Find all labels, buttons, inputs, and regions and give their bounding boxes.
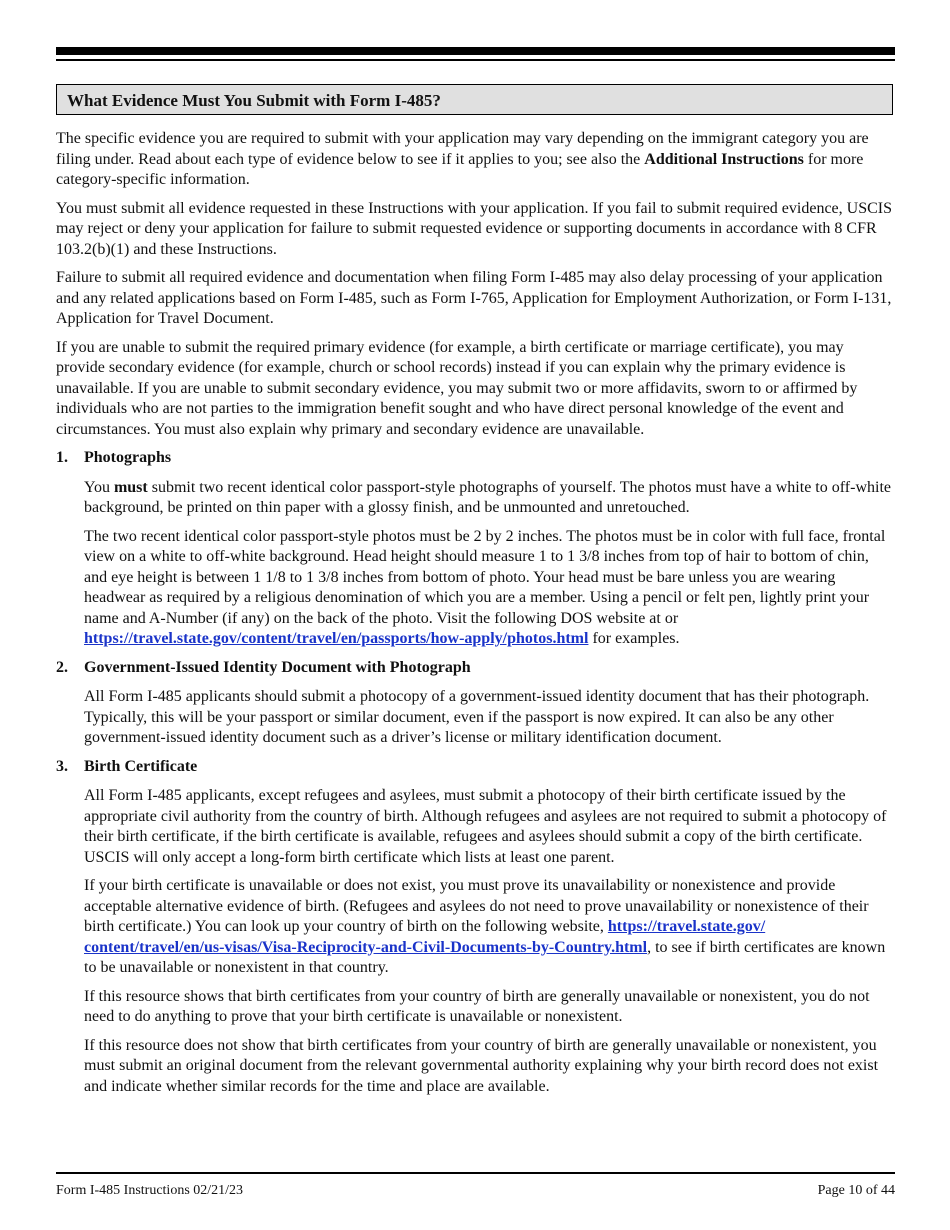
birth-certificate-paragraph-2: If your birth certificate is unavailable or does not exist, you must prove its unavailability or nonexistence and provide acceptable alternative evidence of birth. (Refugees and asylees do not need to prove unavailability or nonexistence of their birth certificate.) You can look up your country of birth on the following website, https://travel.state.gov/ content/travel/en/us-visas/Visa-Reciprocity-and-Civil-Documents-by-Country.html, to see if birth certificates are known to be unavailable or nonexistent in that country.: [84, 877, 886, 976]
item-2-heading: [56, 658, 895, 679]
header-rule-thick: [56, 47, 895, 55]
dos-photos-link[interactable]: https://travel.state.gov/content/travel/en/passports/how-apply/photos.html: [84, 630, 589, 647]
photographs-paragraph-1: You must submit two recent identical color passport-style photographs of yourself. The photos must have a white to off-white background, be printed on thin paper with a glossy finish, and be unmounted and unretouched.: [84, 478, 891, 516]
footer-rule: [56, 1172, 895, 1174]
birth-certificate-paragraph-3: If this resource shows that birth certificates from your country of birth are generally unavailable or nonexistent, you do not need to do anything to prove that your birth certificate is unavailable or nonexistent.: [84, 987, 870, 1025]
intro-paragraph-3: Failure to submit all required evidence and documentation when filing Form I-485 may also delay processing of your application and any related applications based on Form I-485, such as Form I-765, Application for Employment Authorization, or Form I-131, Application for Travel Document.: [56, 269, 892, 327]
item-1-body: [56, 478, 895, 650]
item-3-number: 3.: [56, 757, 68, 775]
item-3-title: Birth Certificate: [84, 757, 198, 775]
item-3-body: [56, 786, 895, 1097]
footer-form-info: Form I-485 Instructions 02/21/23: [56, 1183, 244, 1198]
item-2-title: Government-Issued Identity Document with Photograph: [84, 658, 471, 676]
footer-page-number: Page 10 of 44: [817, 1183, 895, 1198]
birth-certificate-paragraph-4: If this resource does not show that birth certificates from your country of birth are generally unavailable or nonexistent, you must submit an original document from the relevant governmental authority explaining why your birth record does not exist and indicate whether similar records for the time and place are available.: [84, 1036, 879, 1095]
visa-reciprocity-link[interactable]: https://travel.state.gov/ content/travel/en/us-visas/Visa-Reciprocity-and-Civil-Documents-by-Country.html: [84, 918, 766, 956]
intro-paragraph-2: You must submit all evidence requested in these Instructions with your application. If you fail to submit required evidence, USCIS may reject or deny your application for failure to submit requested evidence or supporting documents in accordance with 8 CFR 103.2(b)(1) and these Instructions.: [56, 199, 892, 258]
section-title: What Evidence Must You Submit with Form I-485?: [67, 91, 441, 110]
item-1-number: 1.: [56, 449, 68, 466]
document-body: [56, 129, 895, 1105]
item-3-heading: [56, 757, 895, 778]
intro-paragraph-1: The specific evidence you are required to submit with your application may vary depending on the immigrant category you are filing under. Read about each type of evidence below to see if it applies to you; see also the Additional Instructions for more category-specific information.: [56, 130, 869, 188]
item-1-title: Photographs: [84, 449, 172, 466]
additional-instructions-bold: Additional Instructions: [644, 150, 804, 168]
item-2-number: 2.: [56, 658, 68, 676]
item-2-body: [56, 687, 895, 749]
intro-paragraph-4: If you are unable to submit the required primary evidence (for example, a birth certificate or marriage certificate), you may provide secondary evidence (for example, church or school records) instead if you can explain why the primary evidence is unavailable. If you are unable to submit secondary evidence, you may submit two or more affidavits, sworn to or affirmed by individuals who are not parties to the immigration benefit sought and who have direct personal knowledge of the event and circumstances. You must also explain why primary and secondary evidence are unavailable.: [56, 338, 858, 438]
identity-document-paragraph: All Form I-485 applicants should submit a photocopy of a government-issued identity document that has their photograph. Typically, this will be your passport or similar document, even if the passport is now expired. It can also be any other government-issued identity document such as a driver’s license or military identification document.: [84, 688, 870, 746]
section-header: [56, 84, 893, 115]
photographs-paragraph-2: The two recent identical color passport-style photos must be 2 by 2 inches. The photos must be in color with full face, frontal view on a white to off-white background. Head height should measure 1 to 1 3/8 inches from top of hair to bottom of chin, and eye height is between 1 1/8 to 1 3/8 inches from bottom of photo. Your head must be bare unless you are wearing headwear as required by a religious denomination of which you are a member. Using a pencil or felt pen, lightly print your name and A-Number (if any) on the back of the photo. Visit the following DOS website at or https://travel.state.gov/content/travel/en/passports/how-apply/photos.html for examples.: [84, 527, 886, 647]
birth-certificate-paragraph-1: All Form I-485 applicants, except refugees and asylees, must submit a photocopy of their birth certificate issued by the appropriate civil authority from the country of birth. Although refugees and asylees are not required to submit a photocopy of their birth certificate, if the birth certificate is available, refugees and asylees should submit a copy of the birth certificate. USCIS will only accept a long-form birth certificate which lists at least one parent.: [84, 787, 887, 866]
item-1-heading: [56, 448, 895, 469]
header-rule-thin: [56, 59, 895, 61]
